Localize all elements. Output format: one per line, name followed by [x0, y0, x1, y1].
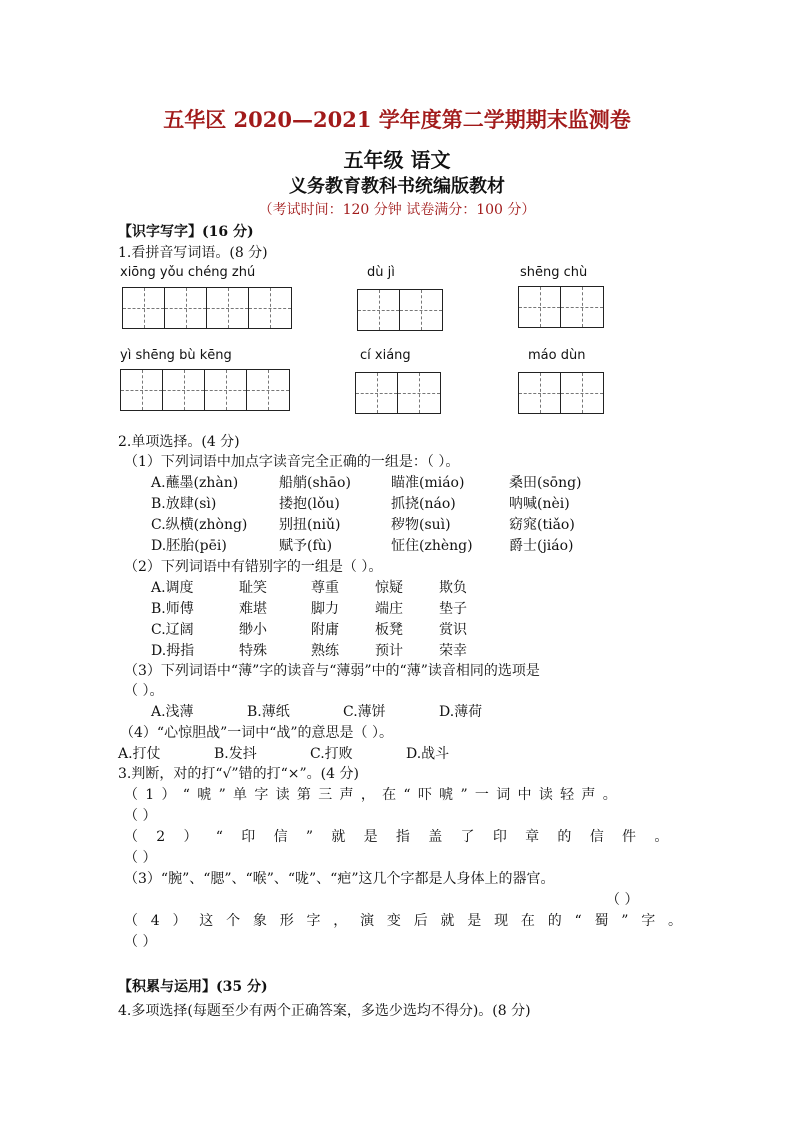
option-text: 赋予(fù): [279, 538, 333, 554]
grid-cell[interactable]: [519, 287, 561, 327]
grid-cell[interactable]: [207, 288, 249, 328]
question-3-stem: 3.判断，对的打“√”错的打“×”。(4 分): [118, 766, 359, 782]
option-text: 搂抱(lǒu): [279, 496, 340, 512]
option-text: 端庄: [375, 601, 403, 617]
answer-blank[interactable]: （ ）: [124, 808, 157, 824]
grid-cell[interactable]: [400, 290, 442, 330]
option-text: 熟练: [311, 643, 339, 659]
question-2-2-stem: （2）下列词语中有错别字的一组是（ ）。: [124, 559, 383, 575]
option-text: D.战斗: [406, 746, 450, 762]
grid-cell[interactable]: [123, 288, 165, 328]
option-text: 脚力: [311, 601, 339, 617]
option-text: 附庸: [311, 622, 339, 638]
grid-cell[interactable]: [561, 287, 603, 327]
option-text: 垫子: [439, 601, 467, 617]
answer-blank[interactable]: （ ）: [124, 850, 157, 866]
answer-blank[interactable]: （ ）: [124, 934, 157, 950]
pinyin-label: máo dùn: [528, 348, 586, 363]
option-text: 呐喊(nèi): [509, 496, 570, 512]
option-text: A.浅薄: [151, 704, 194, 720]
option-text: 预计: [375, 643, 403, 659]
option-text: D.胚胎(pēi): [151, 538, 227, 554]
writing-grid[interactable]: [122, 287, 292, 329]
option-text: 惊疑: [375, 580, 403, 596]
option-text: 桑田(sōng): [509, 475, 582, 491]
option-text: 船艄(shāo): [279, 475, 351, 491]
option-text: 难堪: [239, 601, 267, 617]
option-text: A.打仗: [118, 746, 161, 762]
question-1-stem: 1.看拼音写词语。(8 分): [118, 245, 268, 261]
pinyin-label: yì shēng bù kēng: [120, 348, 232, 363]
writing-grid[interactable]: [518, 286, 604, 328]
option-text: B.师傅: [151, 601, 194, 617]
grid-cell[interactable]: [398, 373, 440, 413]
option-text: B.放肆(sì): [151, 496, 217, 512]
judgment-item: （1）“唬”单字读第三声，在“吓唬”一词中读轻声。: [124, 787, 625, 803]
question-2-4-stem: （4）“心惊胆战”一词中“战”的意思是（ ）。: [120, 725, 393, 741]
option-text: A.调度: [151, 580, 194, 596]
option-text: 抓挠(náo): [391, 496, 456, 512]
option-text: D.薄荷: [439, 704, 483, 720]
textbook-line: 义务教育教科书统编版教材: [289, 176, 505, 197]
grid-cell[interactable]: [356, 373, 398, 413]
option-row: [118, 743, 449, 763]
option-text: A.蘸墨(zhàn): [151, 475, 239, 491]
option-text: 瞄准(miáo): [391, 475, 465, 491]
option-row: [151, 598, 467, 618]
option-text: 耻笑: [239, 580, 267, 596]
question-2-3-stem: （3）下列词语中“薄”字的读音与“薄弱”中的“薄”读音相同的选项是: [124, 663, 540, 679]
option-row: [151, 472, 582, 492]
option-row: [151, 493, 570, 513]
question-4-stem: 4.多项选择(每题至少有两个正确答案，多选少选均不得分)。(8 分): [118, 1003, 531, 1019]
option-text: 窈窕(tiǎo): [509, 517, 575, 533]
question-2-1-stem: （1）下列词语中加点字读音完全正确的一组是：（ ）。: [124, 454, 460, 470]
section-heading-accumulation: 【积累与运用】(35 分): [118, 979, 268, 995]
answer-blank[interactable]: （ ）。: [124, 683, 164, 699]
option-text: 板凳: [375, 622, 403, 638]
grid-cell[interactable]: [249, 288, 291, 328]
option-text: 缈小: [239, 622, 267, 638]
option-text: 秽物(suì): [391, 517, 451, 533]
option-row: [151, 577, 467, 597]
grid-cell[interactable]: [247, 370, 289, 410]
judgment-item: （2）“印信”就是指盖了印章的信件。: [124, 829, 687, 845]
answer-blank[interactable]: （ ）: [606, 892, 639, 908]
option-text: C.薄饼: [343, 704, 386, 720]
pinyin-label: shēng chù: [520, 265, 588, 280]
option-text: B.薄纸: [247, 704, 290, 720]
pinyin-label: dù jì: [367, 265, 395, 280]
grid-cell[interactable]: [561, 373, 603, 413]
pinyin-label: xiōng yǒu chéng zhú: [120, 265, 256, 280]
writing-grid[interactable]: [357, 289, 443, 331]
grid-cell[interactable]: [163, 370, 205, 410]
option-row: [151, 640, 467, 660]
judgment-item: （3）“腕”、“腮”、“喉”、“咙”、“疤”这几个字都是人身体上的器官。: [124, 871, 555, 887]
writing-grid[interactable]: [120, 369, 290, 411]
option-text: C.纵横(zhòng): [151, 517, 248, 533]
pinyin-label: cí xiáng: [360, 348, 411, 363]
option-text: 怔住(zhèng): [391, 538, 473, 554]
writing-grid[interactable]: [355, 372, 441, 414]
option-text: 赏识: [439, 622, 467, 638]
judgment-item: （4）这个象形字，演变后就是现在的“蜀”字。: [124, 913, 695, 929]
grid-cell[interactable]: [205, 370, 247, 410]
option-text: 特殊: [239, 643, 267, 659]
option-row: [151, 701, 482, 721]
option-text: 别扭(niǔ): [279, 517, 341, 533]
grid-cell[interactable]: [519, 373, 561, 413]
section-heading-literacy: 【识字写字】(16 分): [118, 224, 254, 240]
option-text: D.拇指: [151, 643, 195, 659]
grid-cell[interactable]: [358, 290, 400, 330]
option-text: C.打败: [310, 746, 353, 762]
grade-subject: 五年级 语文: [343, 148, 451, 172]
writing-grid[interactable]: [518, 372, 604, 414]
option-text: 尊重: [311, 580, 339, 596]
option-text: 荣幸: [439, 643, 467, 659]
option-text: 欺负: [439, 580, 467, 596]
grid-cell[interactable]: [121, 370, 163, 410]
option-row: [151, 619, 467, 639]
option-text: 爵士(jiáo): [509, 538, 574, 554]
exam-title: 五华区 2020—2021 学年度第二学期期末监测卷: [163, 107, 631, 132]
option-row: [151, 514, 575, 534]
exam-info: （考试时间：120 分钟 试卷满分：100 分）: [258, 202, 536, 218]
grid-cell[interactable]: [165, 288, 207, 328]
option-text: C.辽阔: [151, 622, 194, 638]
question-2-stem: 2.单项选择。(4 分): [118, 434, 240, 450]
option-row: [151, 535, 574, 555]
option-text: B.发抖: [214, 746, 257, 762]
